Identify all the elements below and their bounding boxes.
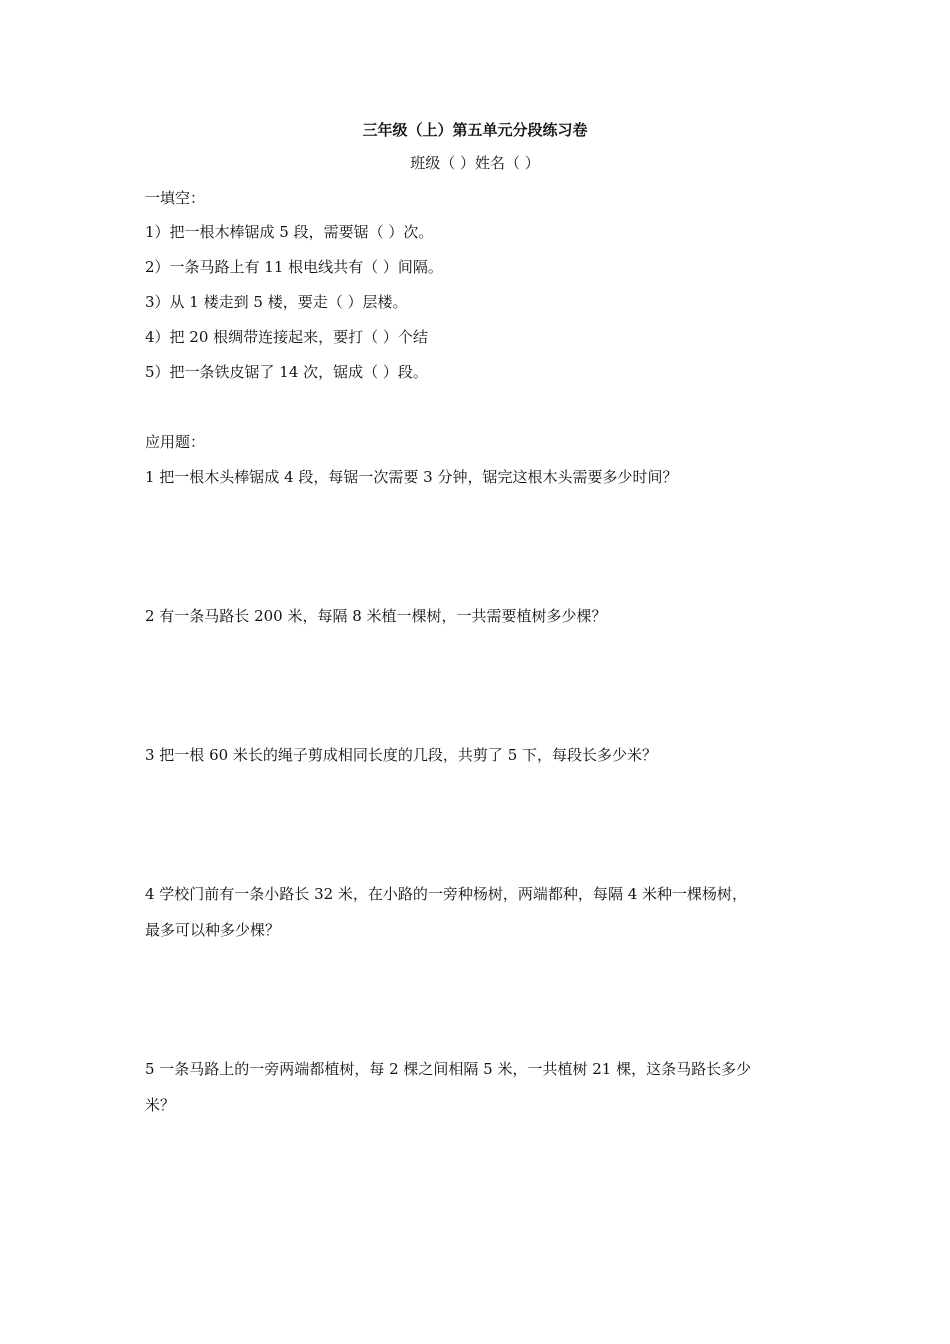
word-problems-heading: 应用题： (145, 433, 206, 451)
word-problem-4-continued: 最多可以种多少棵？ (145, 921, 281, 939)
fill-blank-heading: 一填空： (145, 189, 206, 207)
word-problem-5-continued: 米？ (145, 1096, 176, 1114)
class-name-line: 班级（ ）姓名（ ） (410, 154, 540, 172)
page-title: 三年级（上）第五单元分段练习卷 (362, 121, 588, 139)
fill-blank-item: 4）把 20 根绸带连接起来，要打（ ）个结 (145, 328, 428, 346)
word-problem-5: 5 一条马路上的一旁两端都植树，每 2 棵之间相隔 5 米，一共植树 21 棵，这条马路长多少 (145, 1060, 752, 1078)
word-problem-4: 4 学校门前有一条小路长 32 米，在小路的一旁种杨树，两端都种，每隔 4 米种一棵杨树， (145, 885, 748, 903)
word-problem-2: 2 有一条马路长 200 米，每隔 8 米植一棵树，一共需要植树多少棵？ (145, 607, 607, 625)
fill-blank-item: 1）把一根木棒锯成 5 段，需要锯（ ）次。 (145, 223, 434, 241)
word-problem-3: 3 把一根 60 米长的绳子剪成相同长度的几段，共剪了 5 下，每段长多少米？ (145, 746, 658, 764)
fill-blank-item: 3）从 1 楼走到 5 楼，要走（ ）层楼。 (145, 293, 408, 311)
fill-blank-item: 2）一条马路上有 11 根电线共有（ ）间隔。 (145, 258, 443, 276)
fill-blank-item: 5）把一条铁皮锯了 14 次，锯成（ ）段。 (145, 363, 428, 381)
word-problem-1: 1 把一根木头棒锯成 4 段，每锯一次需要 3 分钟，锯完这根木头需要多少时间？ (145, 468, 678, 486)
